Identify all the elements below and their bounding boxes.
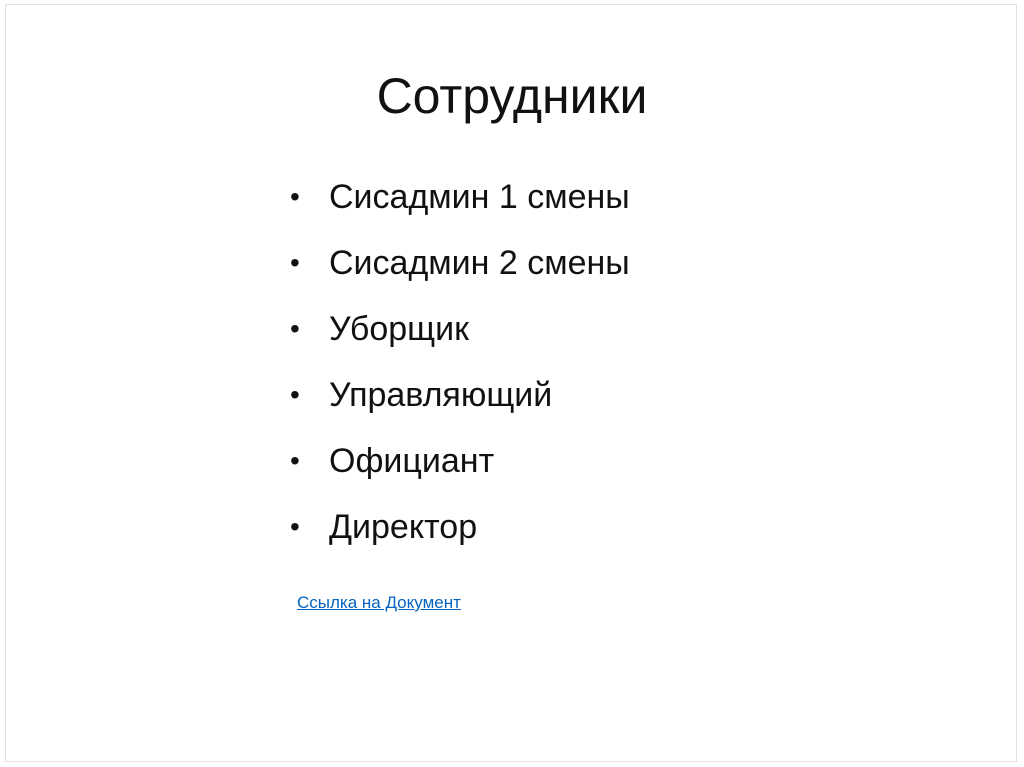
list-item-label: Управляющий: [329, 375, 553, 414]
list-item-label: Уборщик: [329, 309, 469, 348]
bullet-icon: •: [290, 445, 300, 476]
list-item: [290, 296, 630, 362]
list-item-label: Официант: [329, 441, 495, 480]
bullet-icon: •: [290, 313, 300, 344]
list-item-label: Сисадмин 2 смены: [329, 243, 630, 282]
bullet-icon: •: [290, 247, 300, 278]
list-item: [290, 428, 630, 494]
document-link[interactable]: Ссылка на Документ: [297, 593, 461, 612]
list-item: [290, 164, 630, 230]
bullet-list: [290, 164, 630, 560]
list-item-label: Сисадмин 1 смены: [329, 177, 630, 216]
bullet-icon: •: [290, 511, 300, 542]
bullet-icon: •: [290, 379, 300, 410]
list-item: [290, 494, 630, 560]
list-item: [290, 230, 630, 296]
list-item-label: Директор: [329, 507, 478, 546]
slide-title: Сотрудники: [376, 68, 648, 124]
bullet-icon: •: [290, 181, 300, 212]
list-item: [290, 362, 630, 428]
